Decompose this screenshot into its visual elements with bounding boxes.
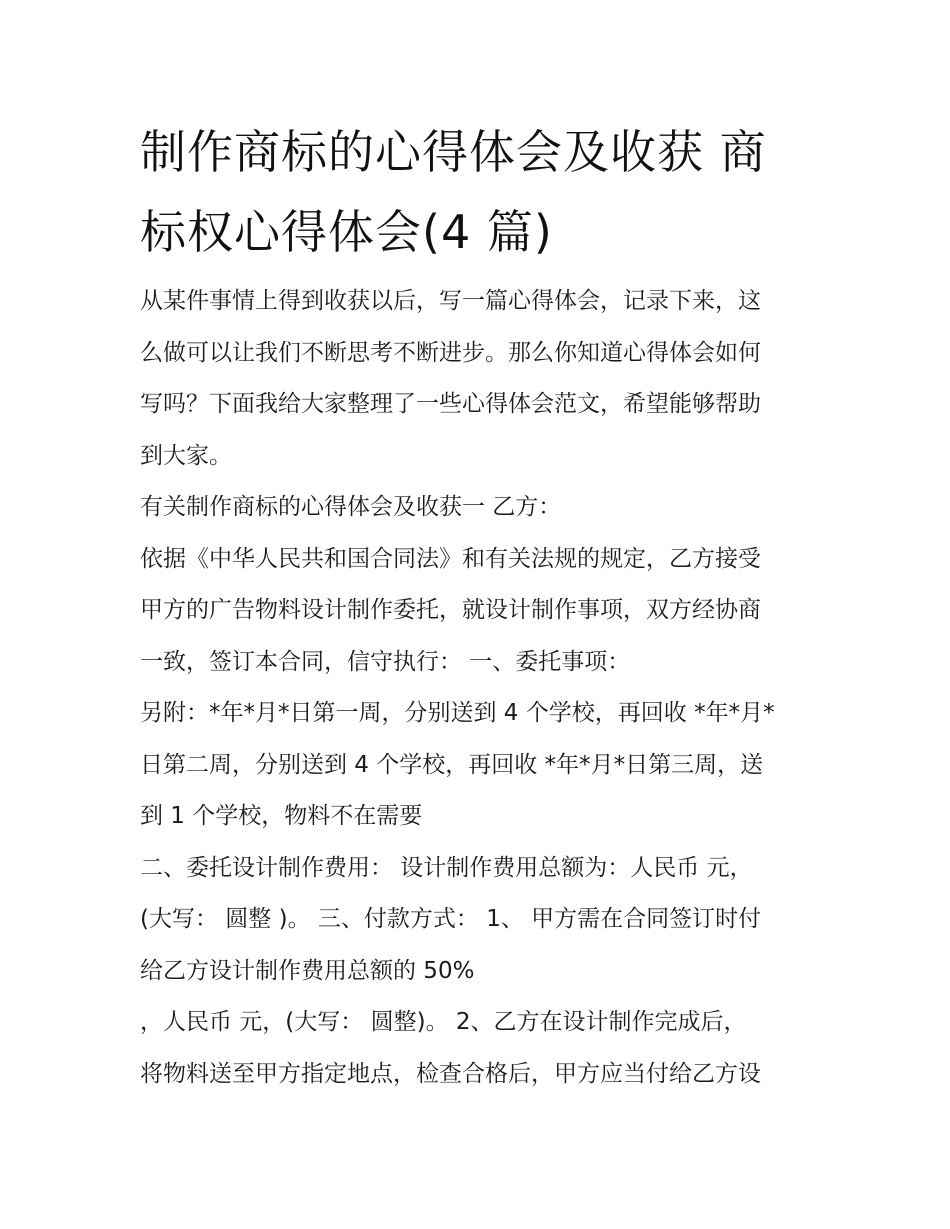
body-line: 从某件事情上得到收获以后，写一篇心得体会，记录下来，这 xyxy=(140,288,761,314)
body-line: 另附：*年*月*日第一周，分别送到 4 个学校，再回收 *年*月* xyxy=(140,700,775,726)
body-line: (大写： 圆整 )。 三、付款方式： 1、 甲方需在合同签订时付 xyxy=(140,906,762,932)
body-line: 一致，签订本合同，信守执行： 一、委托事项： xyxy=(140,648,631,675)
body-line: 么做可以让我们不断思考不断进步。那么你知道心得体会如何 xyxy=(140,339,761,366)
body-line: 到 1 个学校，物料不在需要 xyxy=(140,803,423,829)
body-line: 写吗？下面我给大家整理了一些心得体会范文，希望能够帮助 xyxy=(140,391,761,417)
document-body xyxy=(140,276,820,1100)
title-line: 标权心得体会(4 篇) xyxy=(140,205,553,259)
body-line: ，人民币 元，(大写： 圆整)。 2、乙方在设计制作完成后， xyxy=(140,1009,747,1035)
title-line: 制作商标的心得体会及收获 商 xyxy=(140,125,767,179)
body-line: 依据《中华人民共和国合同法》和有关法规的规定，乙方接受 xyxy=(140,545,761,572)
body-line: 甲方的广告物料设计制作委托，就设计制作事项，双方经协商 xyxy=(140,597,761,623)
document-title xyxy=(140,112,820,272)
body-line: 到大家。 xyxy=(140,442,232,469)
body-line: 给乙方设计制作费用总额的 50% xyxy=(140,957,475,984)
body-line: 二、委托设计制作费用： 设计制作费用总额为：人民币 元， xyxy=(140,854,753,881)
body-line: 有关制作商标的心得体会及收获一 乙方： xyxy=(140,494,562,520)
body-line: 日第二周，分别送到 4 个学校，再回收 *年*月*日第三周，送 xyxy=(140,751,764,778)
body-line: 将物料送至甲方指定地点，检查合格后，甲方应当付给乙方设 xyxy=(140,1060,761,1087)
